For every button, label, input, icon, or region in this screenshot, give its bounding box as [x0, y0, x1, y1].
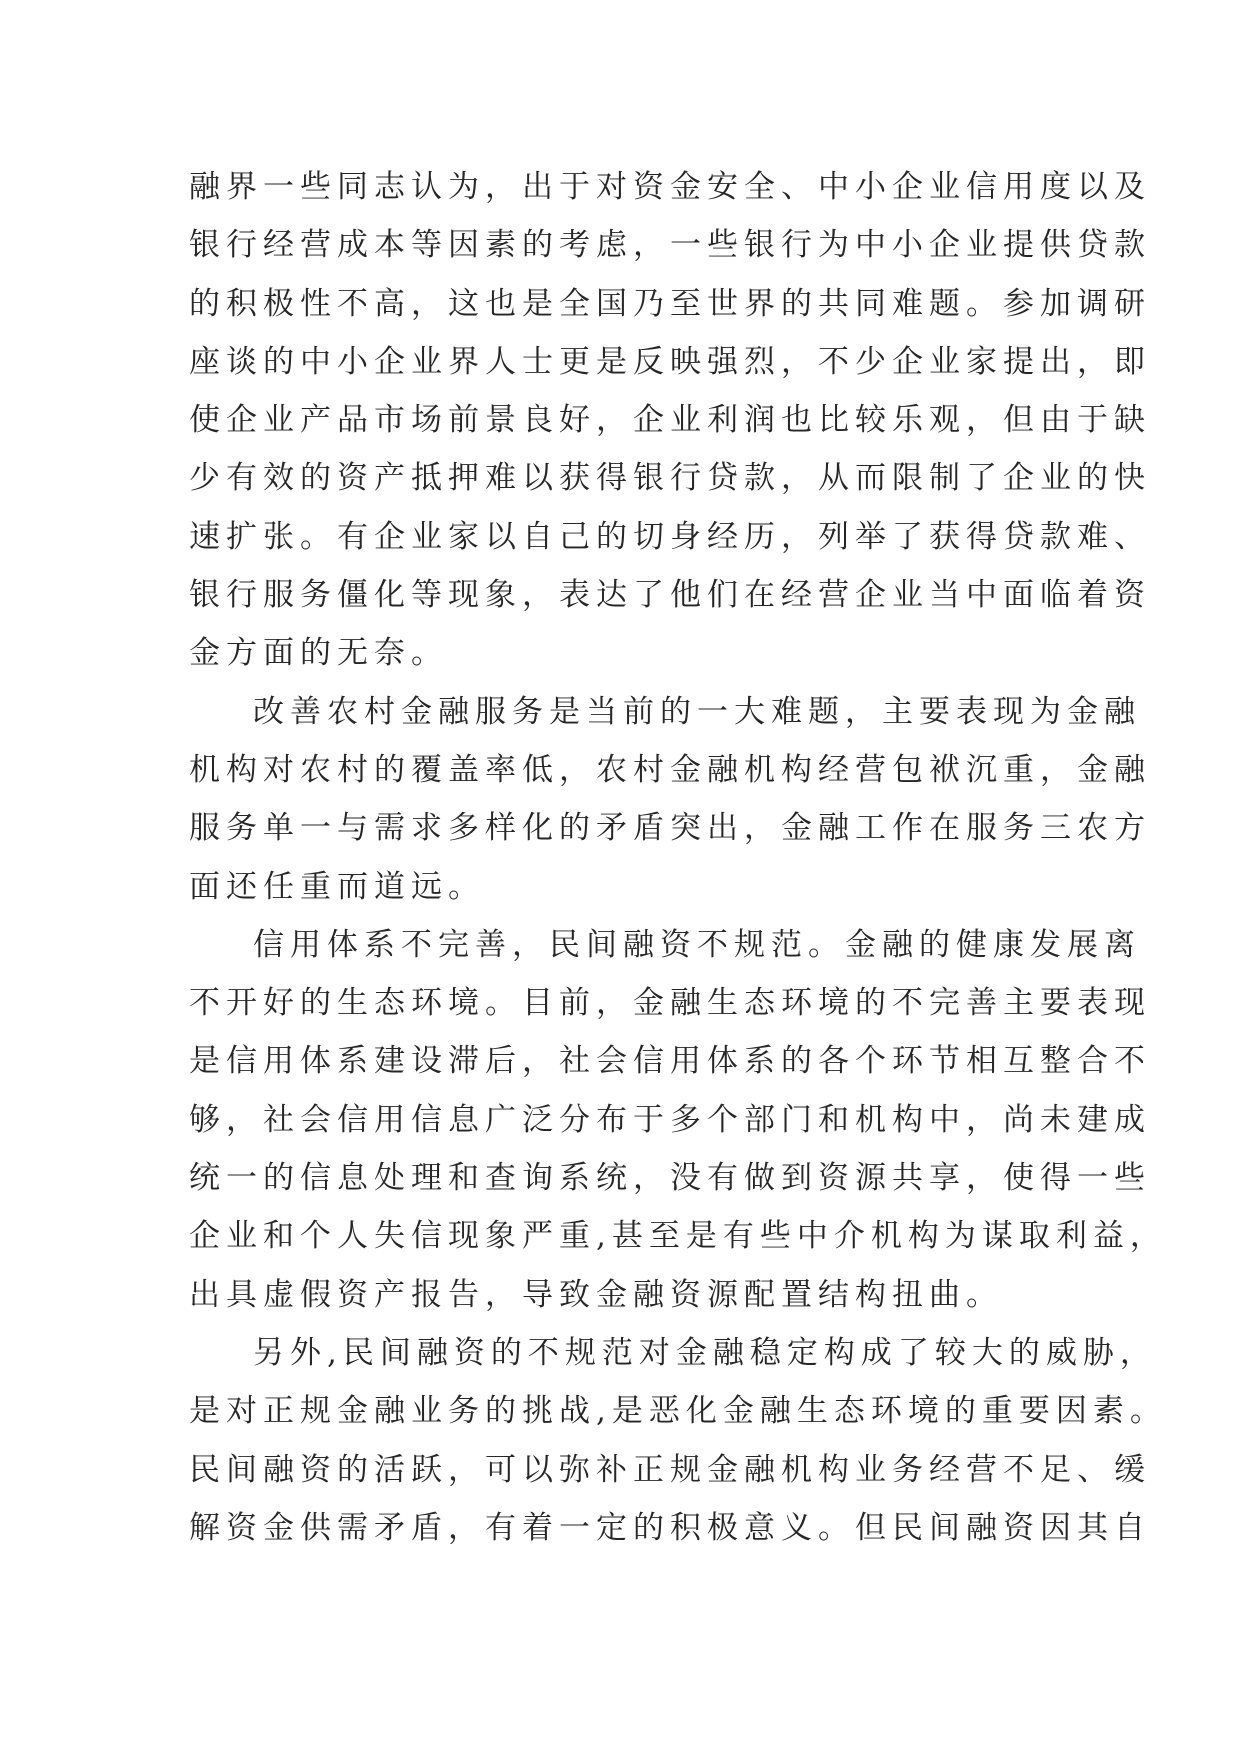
- text-line: 是信用体系建设滞后，社会信用体系的各个环节相互整合不: [189, 1043, 1151, 1080]
- paragraph-1: [189, 158, 1151, 683]
- text-line: 少有效的资产抵押难以获得银行贷款，从而限制了企业的快: [189, 460, 1151, 497]
- paragraph-4: [189, 1324, 1167, 1557]
- text-line: 改善农村金融服务是当前的一大难题，主要表现为金融: [253, 693, 1141, 730]
- text-line: 融界一些同志认为，出于对资金安全、中小企业信用度以及: [189, 169, 1151, 205]
- text-line: 出具虚假资产报告，导致金融资源配置结构扭曲。: [189, 1276, 1003, 1313]
- paragraph-2: [189, 683, 1151, 916]
- text-line: 金方面的无奈。: [189, 635, 448, 672]
- text-line: 服务单一与需求多样化的矛盾突出，金融工作在服务三农方: [189, 810, 1151, 847]
- text-line: 够，社会信用信息广泛分布于多个部门和机构中，尚未建成: [189, 1101, 1151, 1138]
- text-line: 面还任重而道远。: [189, 868, 485, 905]
- text-line: 是对正规金融业务的挑战,是恶化金融生态环境的重要因素。: [189, 1393, 1167, 1430]
- text-line: 信用体系不完善，民间融资不规范。金融的健康发展离: [253, 926, 1141, 963]
- text-line: 银行经营成本等因素的考虑，一些银行为中小企业提供贷款: [189, 227, 1151, 264]
- text-line: 机构对农村的覆盖率低，农村金融机构经营包袱沉重，金融: [189, 751, 1151, 788]
- text-line: 速扩张。有企业家以自己的切身经历，列举了获得贷款难、: [189, 518, 1151, 555]
- text-line: 使企业产品市场前景良好，企业利润也比较乐观，但由于缺: [189, 402, 1151, 439]
- text-line: 另外,民间融资的不规范对金融稳定构成了较大的威胁，: [253, 1334, 1157, 1371]
- text-line: 解资金供需矛盾，有着一定的积极意义。但民间融资因其自: [189, 1509, 1151, 1546]
- text-line: 民间融资的活跃，可以弥补正规金融机构业务经营不足、缓: [189, 1451, 1151, 1488]
- text-line: 不开好的生态环境。目前，金融生态环境的不完善主要表现: [189, 985, 1151, 1022]
- text-line: 企业和个人失信现象严重,甚至是有些中介机构为谋取利益，: [189, 1218, 1167, 1255]
- text-line: 的积极性不高，这也是全国乃至世界的共同难题。参加调研: [189, 285, 1151, 322]
- text-line: 统一的信息处理和查询系统，没有做到资源共享，使得一些: [189, 1160, 1151, 1197]
- text-line: 座谈的中小企业界人士更是反映强烈，不少企业家提出，即: [189, 343, 1151, 380]
- text-line: 银行服务僵化等现象，表达了他们在经营企业当中面临着资: [189, 577, 1151, 614]
- document-body: [189, 158, 1167, 1557]
- paragraph-3: [189, 916, 1167, 1324]
